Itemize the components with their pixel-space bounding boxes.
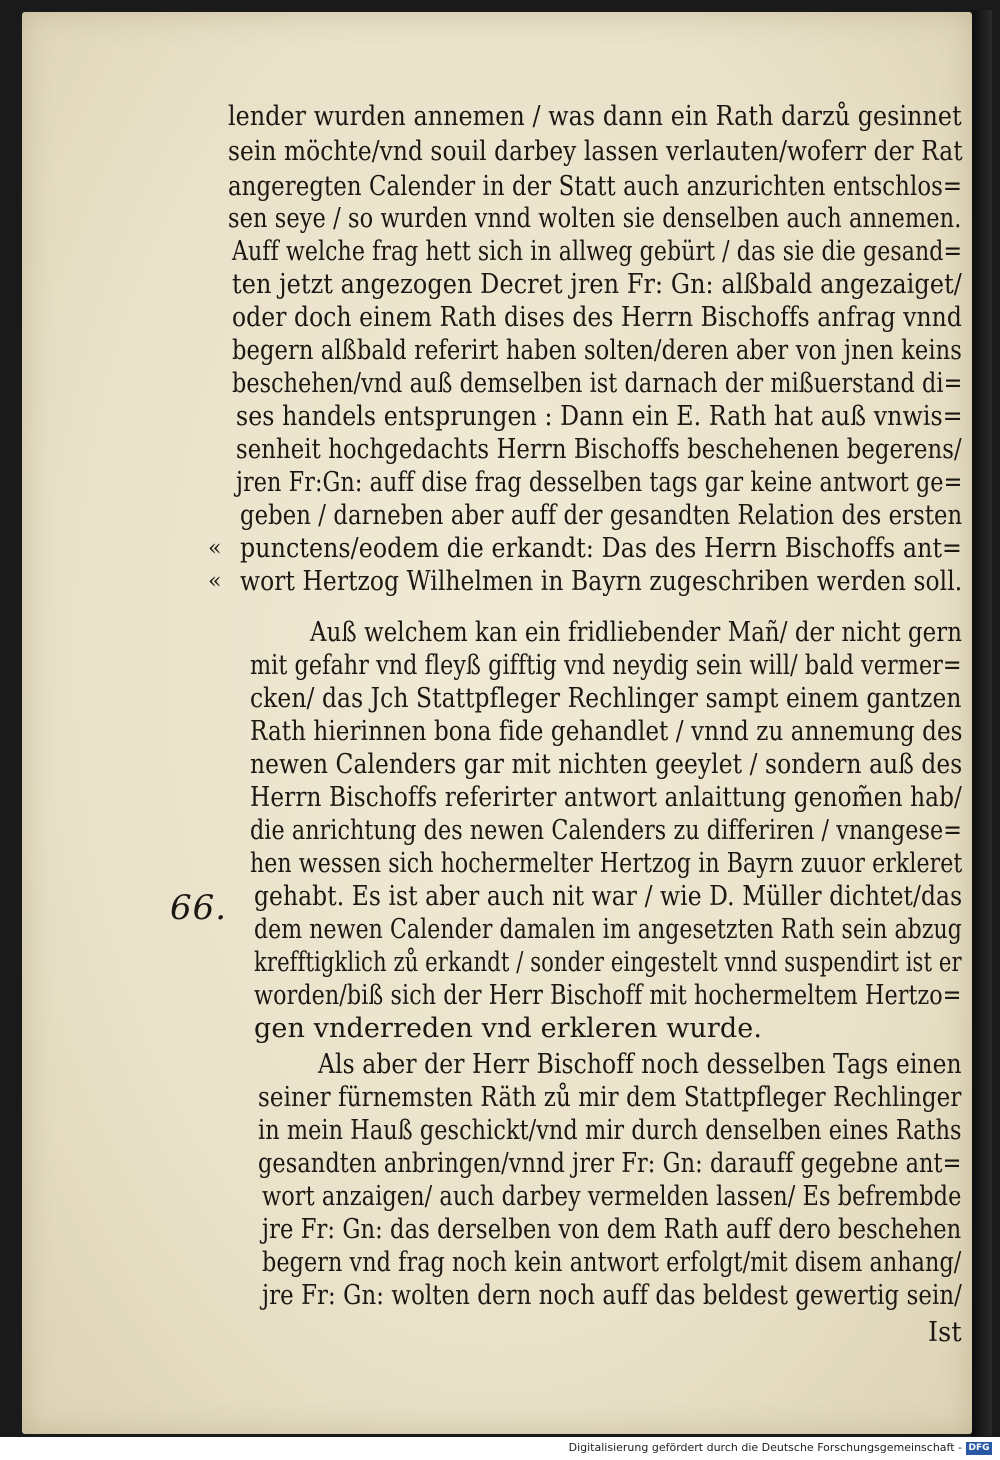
text-line: wort anzaigen/ auch darbey vermelden lassen/ Es befrembde [262, 1181, 962, 1212]
text-line: Auß welchem kan ein fridliebender Mañ/ der nicht gern [310, 617, 963, 648]
page-number: 66. [170, 888, 228, 928]
text-line: begern alßbald referirt haben solten/deren aber von jnen keins [232, 335, 962, 366]
text-line: sen seye / so wurden vnnd wolten sie denselben auch annemen. [228, 203, 962, 234]
text-line: in mein Hauß geschickt/vnd mir durch denselben eines Raths [258, 1115, 962, 1146]
text-line: Auff welche frag hett sich in allweg gebürt / das sie die gesand= [232, 236, 963, 267]
text-line: krefftigklich zů erkandt / sonder eingestelt vnnd suspendirt ist er [254, 947, 962, 978]
text-line: angeregten Calender in der Statt auch anzurichten entschlos= [228, 171, 963, 202]
text-line: worden/biß sich der Herr Bischoff mit hochermeltem Hertzo= [254, 980, 962, 1011]
text-line: die anrichtung des newen Calenders zu differiren / vnangese= [250, 815, 962, 846]
text-line: gehabt. Es ist aber auch nit war / wie D. Müller dichtet/das [254, 881, 963, 912]
footer-credit-text: Digitalisierung gefördert durch die Deutsche Forschungsgemeinschaft - [568, 1441, 962, 1454]
text-line: jren Fr:Gn: auff dise frag desselben tags gar keine antwort ge= [236, 467, 963, 498]
dfg-logo: DFG [966, 1442, 992, 1455]
margin-quote-mark: « [208, 536, 222, 561]
text-line: jre Fr: Gn: wolten dern noch auff das beldest gewertig sein/ [262, 1280, 962, 1311]
text-line: jre Fr: Gn: das derselben von dem Rath auff dero beschehen [262, 1214, 962, 1245]
footer-bar [0, 1437, 1000, 1460]
text-line: Herrn Bischoffs referirter antwort anlaittung genom̃en hab/ [250, 782, 962, 813]
text-line: begern vnd frag noch kein antwort erfolgt/mit disem anhang/ [262, 1247, 962, 1278]
text-line: ses handels entsprungen : Dann ein E. Rath hat auß vnwis= [236, 401, 963, 432]
text-line: seiner fürnemsten Räth zů mir dem Stattpfleger Rechlinger [258, 1082, 962, 1113]
text-line: cken/ das Jch Stattpfleger Rechlinger sampt einem gantzen [250, 683, 962, 714]
text-line: mit gefahr vnd fleyß gifftig vnd neydig sein will/ bald vermer= [250, 650, 962, 681]
text-line: wort Hertzog Wilhelmen in Bayrn zugeschriben werden soll. [240, 566, 963, 597]
text-line: oder doch einem Rath dises des Herrn Bischoffs anfrag vnnd [232, 302, 962, 333]
text-line: beschehen/vnd auß demselben ist darnach der mißuerstand di= [232, 368, 963, 399]
text-line: Als aber der Herr Bischoff noch desselben Tags einen [318, 1049, 962, 1080]
text-line: hen wessen sich hochermelter Hertzog in Bayrn zuuor erkleret [250, 848, 963, 879]
text-line: newen Calenders gar mit nichten geeylet / sondern auß des [250, 749, 963, 780]
text-line: sein möchte/vnd souil darbey lassen verlauten/woferr der Rat [228, 136, 963, 167]
catchword: Ist [928, 1317, 962, 1348]
text-line: dem newen Calender damalen im angesetzten Rath sein abzug [254, 914, 962, 945]
text-line: senheit hochgedachts Herrn Bischoffs beschehenen begerens/ [236, 434, 962, 465]
text-line: gen vnderreden vnd erkleren wurde. [254, 1013, 763, 1044]
margin-quote-mark: « [208, 569, 222, 594]
text-line: punctens/eodem die erkandt: Das des Herrn Bischoffs ant= [240, 533, 963, 564]
text-line: gesandten anbringen/vnnd jrer Fr: Gn: darauff gegebne ant= [258, 1148, 962, 1179]
text-line: Rath hierinnen bona fide gehandlet / vnnd zu annemung des [250, 716, 963, 747]
text-line: lender wurden annemen / was dann ein Rath darzů gesinnet [228, 101, 962, 132]
text-line: geben / darneben aber auff der gesandten Relation des ersten [240, 500, 963, 531]
text-line: ten jetzt angezogen Decret jren Fr: Gn: alßbald angezaiget/ [232, 269, 962, 300]
